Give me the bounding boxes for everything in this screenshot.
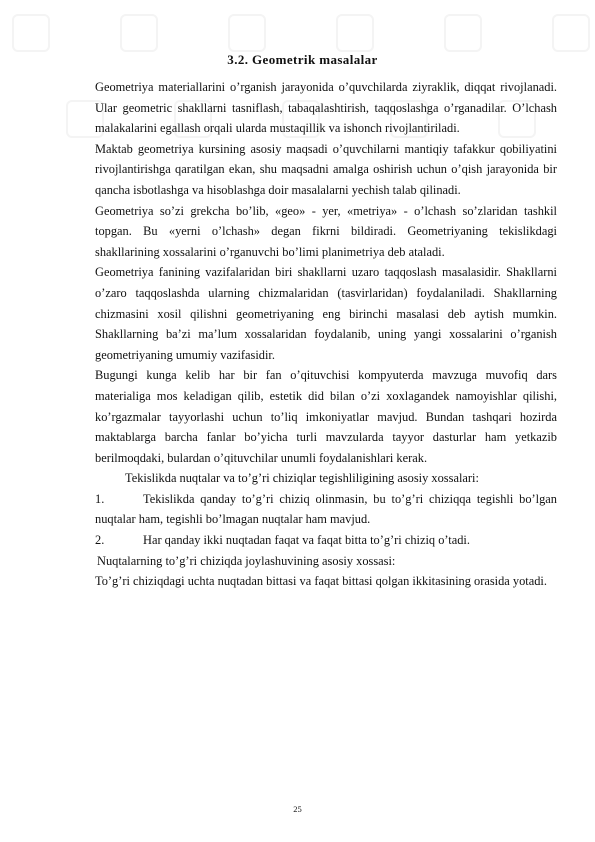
- list-item: [95, 530, 557, 551]
- paragraph-1: Geometriya materiallarini o’rganish jarayonida o’quvchilarda ziyraklik, diqqat rivojlanadi. Ular geometric shakllarni tasniflash, tabaqalashtirish, taqqoslashga o’rganadilar. O’lchash malakalarini egallash orqali ularda mustaqillik va ishonch rivojlantiriladi.: [95, 80, 557, 136]
- paragraph-4: Geometriya fanining vazifalaridan biri shakllarni uzaro taqqoslash masalasidir. Shakllarni o’zaro taqqoslashda ularning chizmalaridan (tasvirlaridan) foydalaniladi. Shakllarning chizmasini xosil qilishni geometriyaning eng birinchi masalasi deb aytish mumkin. Shakllarning ba’zi ma’lum xossalaridan foydalanib, uning yangi xossalarini o’rganish geometriyaning umumiy vazifasidir.: [95, 265, 557, 362]
- body-text: [95, 77, 557, 592]
- paragraph-5: Bugungi kunga kelib har bir fan o’qituvchisi kompyuterda mavzuga muvofiq dars materialiga mos keladigan qilib, estetik did bilan o’zi xoxlagandek namoyishlar qilishi, ko’rgazmalar tayyorlashi uchun to’liq imkoniyatlar mavjud. Bundan tashqari hozirda maktablarga barcha fanlar bo’yicha turli mavzularda tayyor dasturlar ham yetkazib berilmoqdaki, bulardan o’qituvchilar unumli foydalanishlari kerak.: [95, 368, 557, 465]
- list-item: [95, 489, 557, 530]
- section-title: 3.2. Geometrik masalalar: [227, 52, 378, 67]
- paragraph-3: Geometriya so’zi grekcha bo’lib, «geo» - yer, «metriya» - o’lchash so’zlaridan tashkil topgan. Bu «yerni o’lchash» degan fikrni bildiradi. Geometriyaning tekislikdagi shakllarining xossalarini o’rganuvchi bo’limi planimetriya deb ataladi.: [95, 203, 557, 259]
- paragraph-2: Maktab geometriya kursining asosiy maqsadi o’quvchilarni mantiqiy tafakkur qobiliyatini rivojlantirishga qaratilgan ekan, shu maqsadni amalga oshirish uchun o’qish jarayonida bir qancha isbotlashga va hisoblashga doir masalalarni yechish talab qilinadi.: [95, 141, 557, 197]
- list-number: 1.: [95, 491, 105, 506]
- list-number: 2.: [95, 533, 105, 548]
- subheading-points: Nuqtalarning to’g’ri chiziqda joylashuvining asosiy xossasi:: [97, 553, 396, 568]
- subheading-properties: Tekislikda nuqtalar va to’g’ri chiziqlar tegishliligining asosiy xossalari:: [125, 471, 479, 486]
- list-text: Har qanday ikki nuqtadan faqat va faqat bitta to’g’ri chiziq o’tadi.: [143, 533, 470, 548]
- final-paragraph: To’g’ri chiziqdagi uchta nuqtadan bittasi va faqat bittasi qolgan ikkitasining orasida yotadi.: [95, 574, 547, 589]
- page-number: 25: [293, 804, 302, 814]
- list-text: Tekislikda qanday to’g’ri chiziq olinmasin, bu to’g’ri chiziqqa tegishli bo’lgan nuqtalar ham, tegishli bo’lmagan nuqtalar ham mavjud.: [95, 491, 557, 527]
